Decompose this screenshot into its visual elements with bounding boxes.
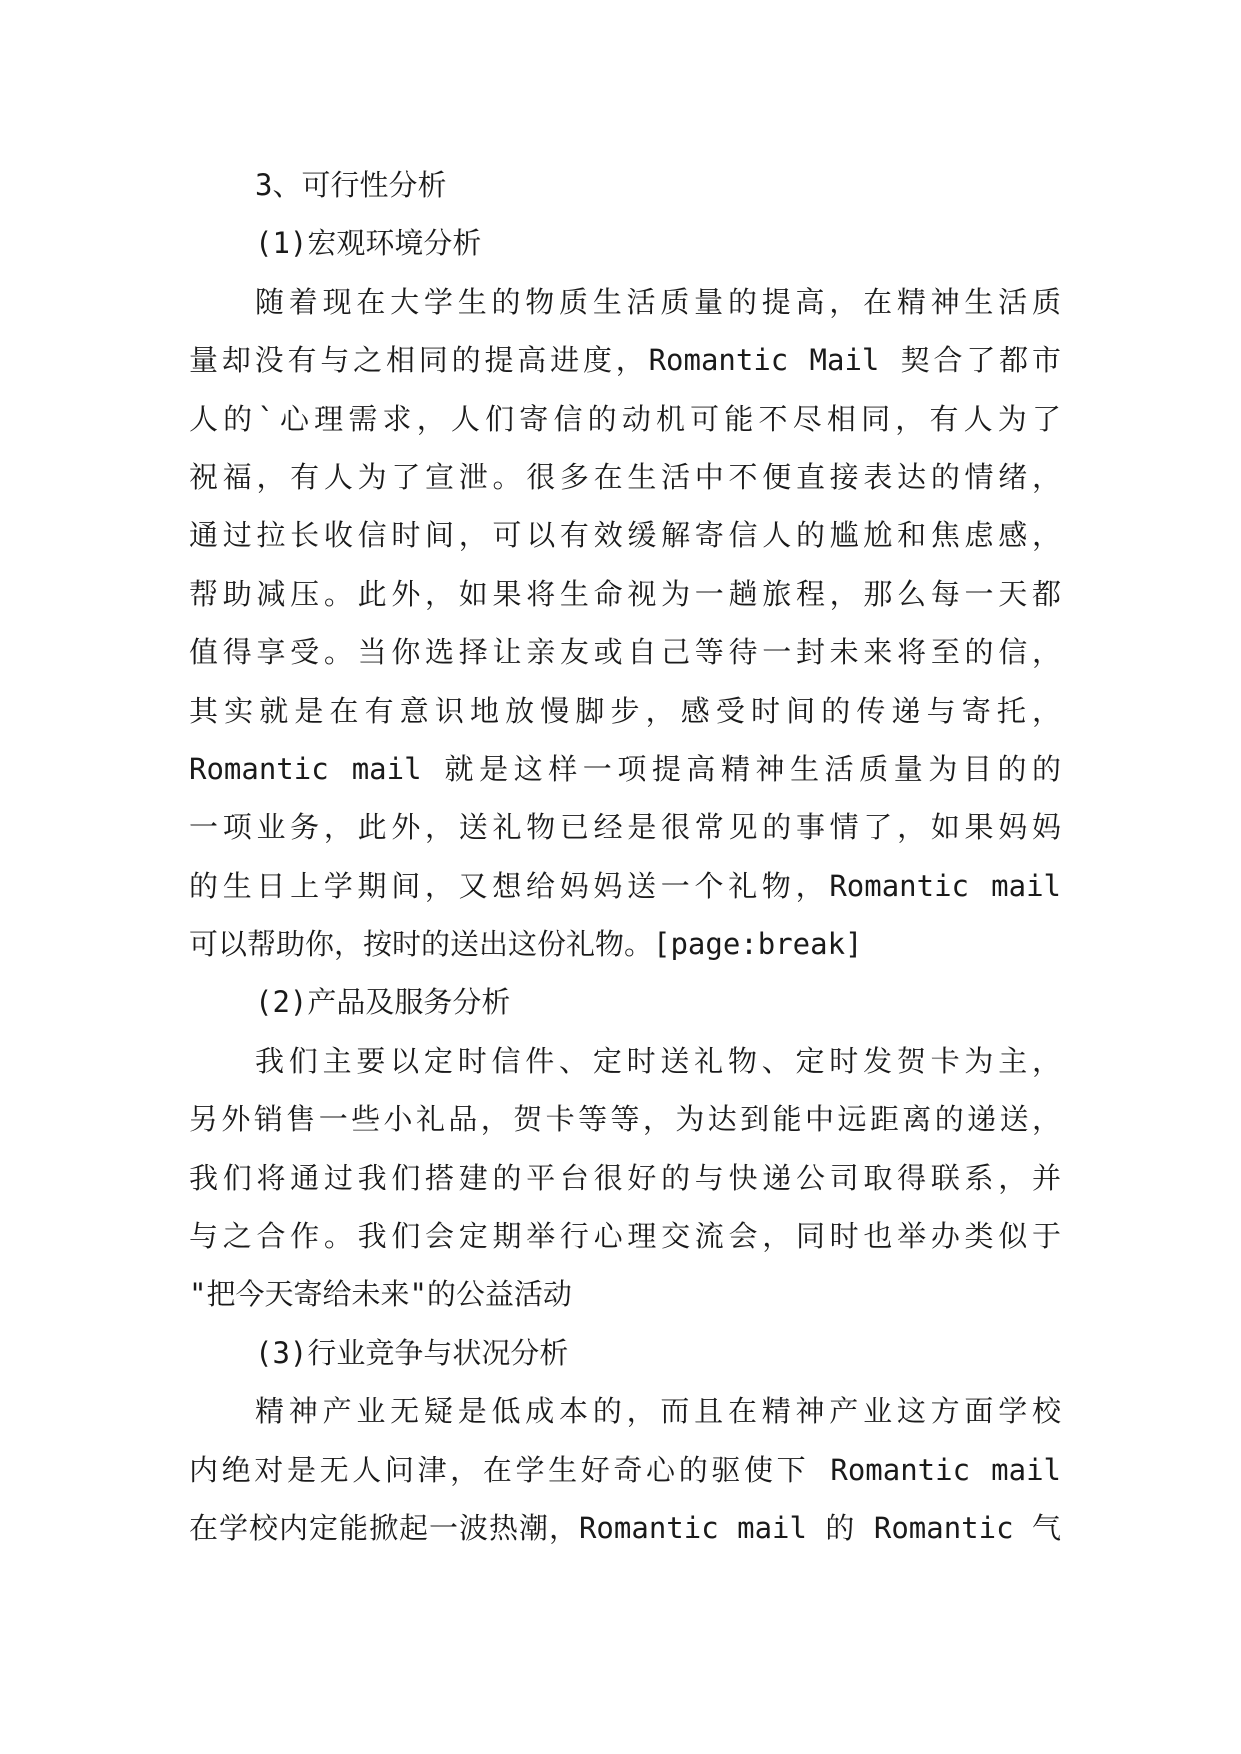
text-line: 帮助减压。此外，如果将生命视为一趟旅程，那么每一天都 <box>189 576 1061 611</box>
text-line: 祝福，有人为了宣泄。很多在生活中不便直接表达的情绪， <box>189 459 1061 494</box>
text-line: 的生日上学期间，又想给妈妈送一个礼物，Romantic mail <box>189 868 1061 903</box>
text-line: 3、可行性分析 <box>255 168 447 202</box>
text-line: (1)宏观环境分析 <box>255 226 482 261</box>
text-line: 我们主要以定时信件、定时送礼物、定时发贺卡为主， <box>255 1043 1061 1078</box>
text-line: 通过拉长收信时间，可以有效缓解寄信人的尴尬和焦虑感， <box>189 518 1061 553</box>
text-line: 精神产业无疑是低成本的，而且在精神产业这方面学校 <box>255 1394 1061 1429</box>
text-line: 内绝对是无人问津，在学生好奇心的驱使下 Romantic mail <box>189 1452 1061 1487</box>
text-line: (2)产品及服务分析 <box>255 985 511 1020</box>
text-line: 与之合作。我们会定期举行心理交流会，同时也举办类似于 <box>189 1219 1061 1254</box>
text-line: 其实就是在有意识地放慢脚步，感受时间的传递与寄托， <box>189 693 1061 728</box>
text-line: 我们将通过我们搭建的平台很好的与快递公司取得联系，并 <box>189 1160 1061 1195</box>
text-line: 人的`心理需求，人们寄信的动机可能不尽相同，有人为了 <box>189 401 1061 436</box>
text-line: 在学校内定能掀起一波热潮，Romantic mail 的 Romantic 气 <box>189 1510 1061 1545</box>
text-line: 量却没有与之相同的提高进度，Romantic Mail 契合了都市 <box>189 343 1061 378</box>
text-line: "把今天寄给未来"的公益活动 <box>189 1277 572 1312</box>
text-line: Romantic mail 就是这样一项提高精神生活质量为目的的 <box>189 751 1061 786</box>
text-line: 值得享受。当你选择让亲友或自己等待一封未来将至的信， <box>189 635 1061 670</box>
document-body <box>189 156 1061 1557</box>
text-line: 另外销售一些小礼品，贺卡等等，为达到能中远距离的递送， <box>189 1102 1061 1137</box>
text-line: 随着现在大学生的物质生活质量的提高，在精神生活质 <box>255 284 1061 319</box>
text-line: (3)行业竞争与状况分析 <box>255 1335 569 1370</box>
text-line: 可以帮助你，按时的送出这份礼物。[page:break] <box>189 927 863 962</box>
text-line: 一项业务，此外，送礼物已经是很常见的事情了，如果妈妈 <box>189 810 1061 845</box>
